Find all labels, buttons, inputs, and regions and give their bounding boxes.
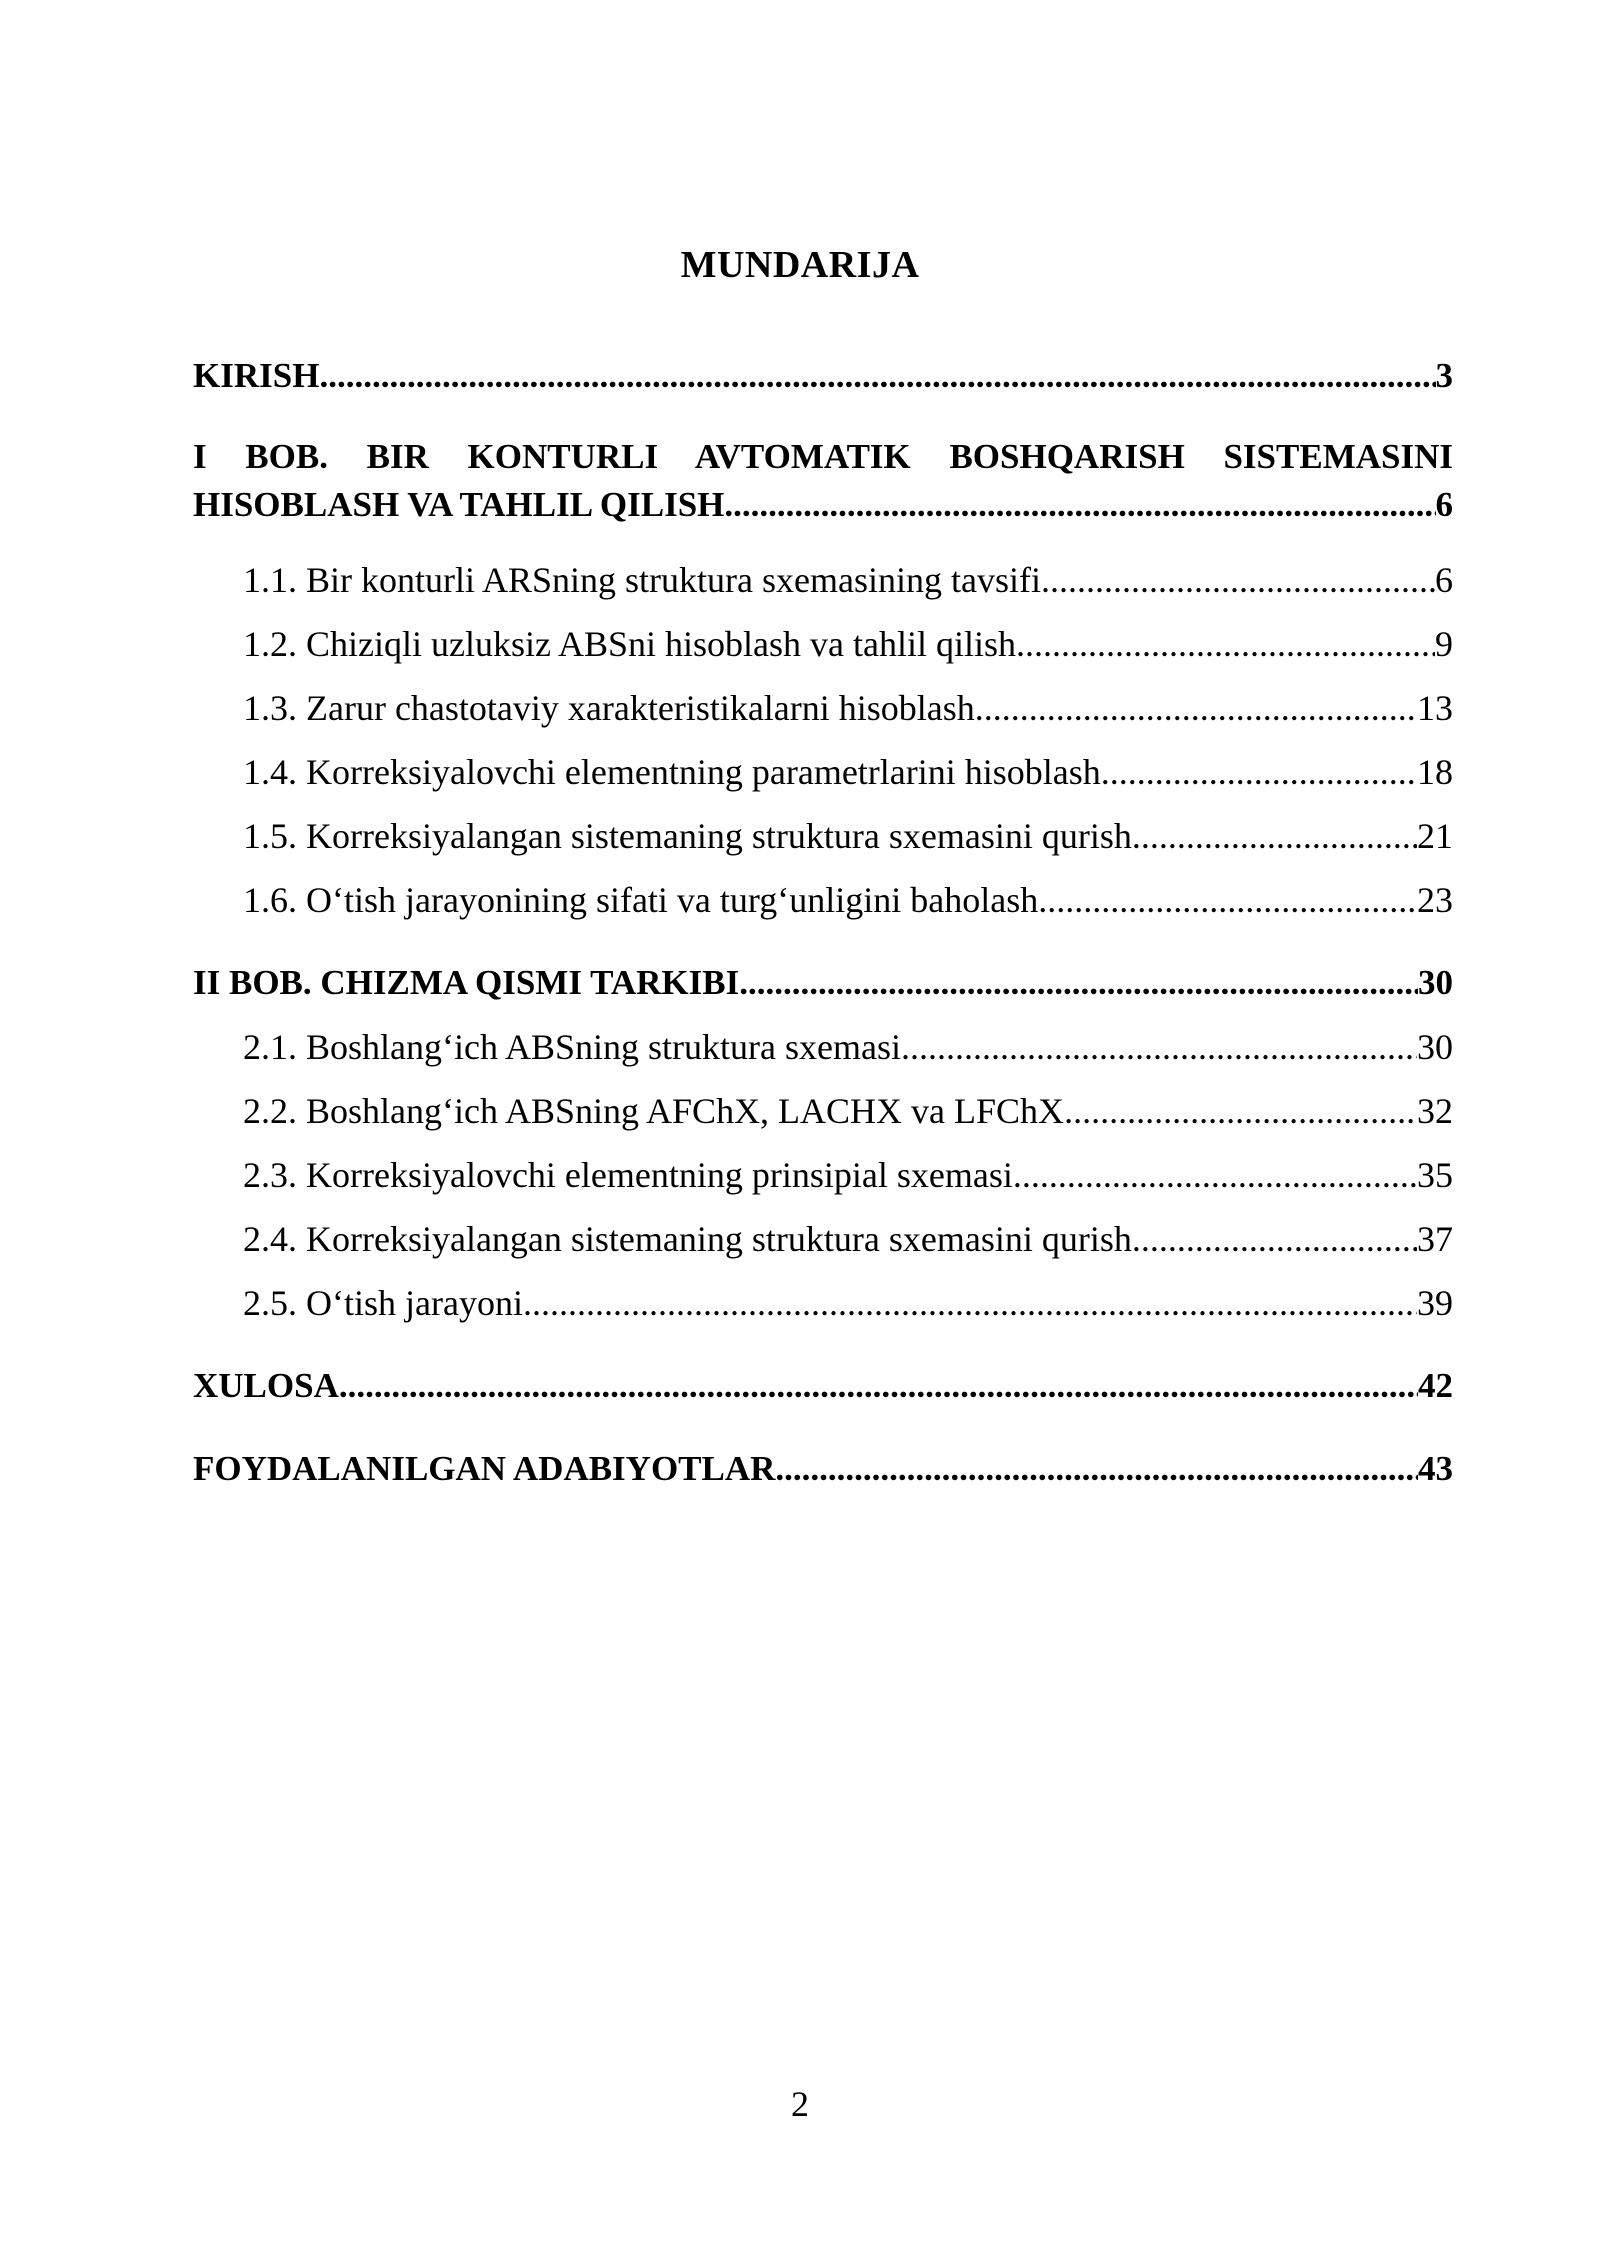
toc-entry-page: 37 (1417, 1219, 1453, 1259)
toc-leader-dots (739, 959, 1418, 1007)
toc-leader-dots (1101, 748, 1417, 796)
toc-leader-dots (1038, 876, 1417, 924)
toc-entry-page: 6 (1435, 485, 1453, 524)
toc-entry-page: 35 (1417, 1155, 1453, 1195)
toc-entry-page: 30 (1417, 1027, 1453, 1067)
toc-entry-page: 39 (1417, 1283, 1453, 1323)
toc-entry-label: 2.2. Boshlang‘ich ABSning AFChX, LACHX va LFChX (243, 1091, 1065, 1131)
toc-entry-section-2-2[interactable] (243, 1087, 1453, 1135)
toc-entry-section-1-3[interactable] (243, 684, 1453, 732)
toc-entry-label: 2.3. Korreksiyalovchi elementning prinsipial sxemasi (243, 1155, 1013, 1195)
toc-entry-page: 21 (1417, 816, 1453, 856)
toc-entry-section-2-1[interactable] (243, 1023, 1453, 1071)
toc-entry-references[interactable] (193, 1445, 1453, 1493)
toc-entry-page: 30 (1418, 963, 1453, 1002)
toc-entry-section-1-2[interactable] (243, 620, 1453, 668)
toc-leader-dots (1013, 1151, 1417, 1199)
toc-entry-chapter-1[interactable] (193, 433, 1453, 529)
toc-entry-label: XULOSA (193, 1366, 339, 1405)
toc-leader-dots (901, 1023, 1417, 1071)
toc-entry-label: KIRISH (193, 356, 320, 395)
toc-entry-label: II BOB. CHIZMA QISMI TARKIBI (193, 963, 740, 1002)
toc-leader-dots (319, 352, 1435, 400)
toc-entry-page: 13 (1417, 688, 1453, 728)
toc-entry-label: 2.5. O‘tish jarayoni (243, 1283, 523, 1323)
toc-entry-label: 2.4. Korreksiyalangan sistemaning struktura sxemasini qurish (243, 1219, 1132, 1259)
toc-entry-section-2-3[interactable] (243, 1151, 1453, 1199)
toc-entry-section-1-4[interactable] (243, 748, 1453, 796)
toc-entry-conclusion[interactable] (193, 1362, 1453, 1410)
toc-entry-page: 43 (1418, 1449, 1453, 1488)
toc-leader-dots (775, 1445, 1418, 1493)
toc-leader-dots (523, 1279, 1417, 1327)
toc-leader-dots (1064, 1087, 1417, 1135)
toc-entry-section-1-6[interactable] (243, 876, 1453, 924)
toc-entry-page: 9 (1435, 624, 1453, 664)
toc-leader-dots (1132, 1215, 1417, 1263)
toc-leader-dots (1132, 812, 1417, 860)
toc-title: MUNDARIJA (680, 244, 920, 286)
toc-leader-dots (1041, 556, 1435, 604)
toc-entry-intro[interactable] (193, 352, 1453, 400)
toc-entry-page: 42 (1418, 1366, 1453, 1405)
toc-entry-page: 23 (1417, 880, 1453, 920)
page-number: 2 (791, 2084, 809, 2124)
toc-entry-label: 1.3. Zarur chastotaviy xarakteristikalarni hisoblash (243, 688, 975, 728)
toc-leader-dots (339, 1362, 1418, 1410)
toc-entry-section-2-4[interactable] (243, 1215, 1453, 1263)
toc-entry-label-line-2: HISOBLASH VA TAHLIL QILISH (193, 485, 725, 524)
toc-entry-label: 1.1. Bir konturli ARSning struktura sxemasining tavsifi (243, 560, 1041, 600)
toc-entry-section-1-5[interactable] (243, 812, 1453, 860)
toc-leader-dots (1016, 620, 1435, 668)
toc-entry-label: 1.4. Korreksiyalovchi elementning parametrlarini hisoblash (243, 752, 1101, 792)
toc-entry-section-1-1[interactable] (243, 556, 1453, 604)
toc-entry-line-2 (193, 481, 1453, 529)
toc-entry-chapter-2[interactable] (193, 959, 1453, 1007)
toc-entry-label: 1.6. O‘tish jarayonining sifati va turg‘unligini baholash (243, 880, 1039, 920)
toc-entry-section-2-5[interactable] (243, 1279, 1453, 1327)
toc-entry-label: 1.5. Korreksiyalangan sistemaning struktura sxemasini qurish (243, 816, 1132, 856)
toc-leader-dots (975, 684, 1417, 732)
toc-entry-page: 32 (1417, 1091, 1453, 1131)
toc-entry-page: 18 (1417, 752, 1453, 792)
toc-entry-label-line-1: I BOB. BIR KONTURLI AVTOMATIK BOSHQARISH SISTEMASINI (193, 437, 1453, 476)
toc-entry-label: 2.1. Boshlang‘ich ABSning struktura sxemasi (243, 1027, 901, 1067)
toc-entry-label: FOYDALANILGAN ADABIYOTLAR (193, 1449, 776, 1488)
toc-entry-label: 1.2. Chiziqli uzluksiz ABSni hisoblash va tahlil qilish (243, 624, 1016, 664)
toc-entry-page: 3 (1435, 356, 1453, 395)
toc-entry-page: 6 (1435, 560, 1453, 600)
toc-leader-dots (724, 481, 1435, 529)
